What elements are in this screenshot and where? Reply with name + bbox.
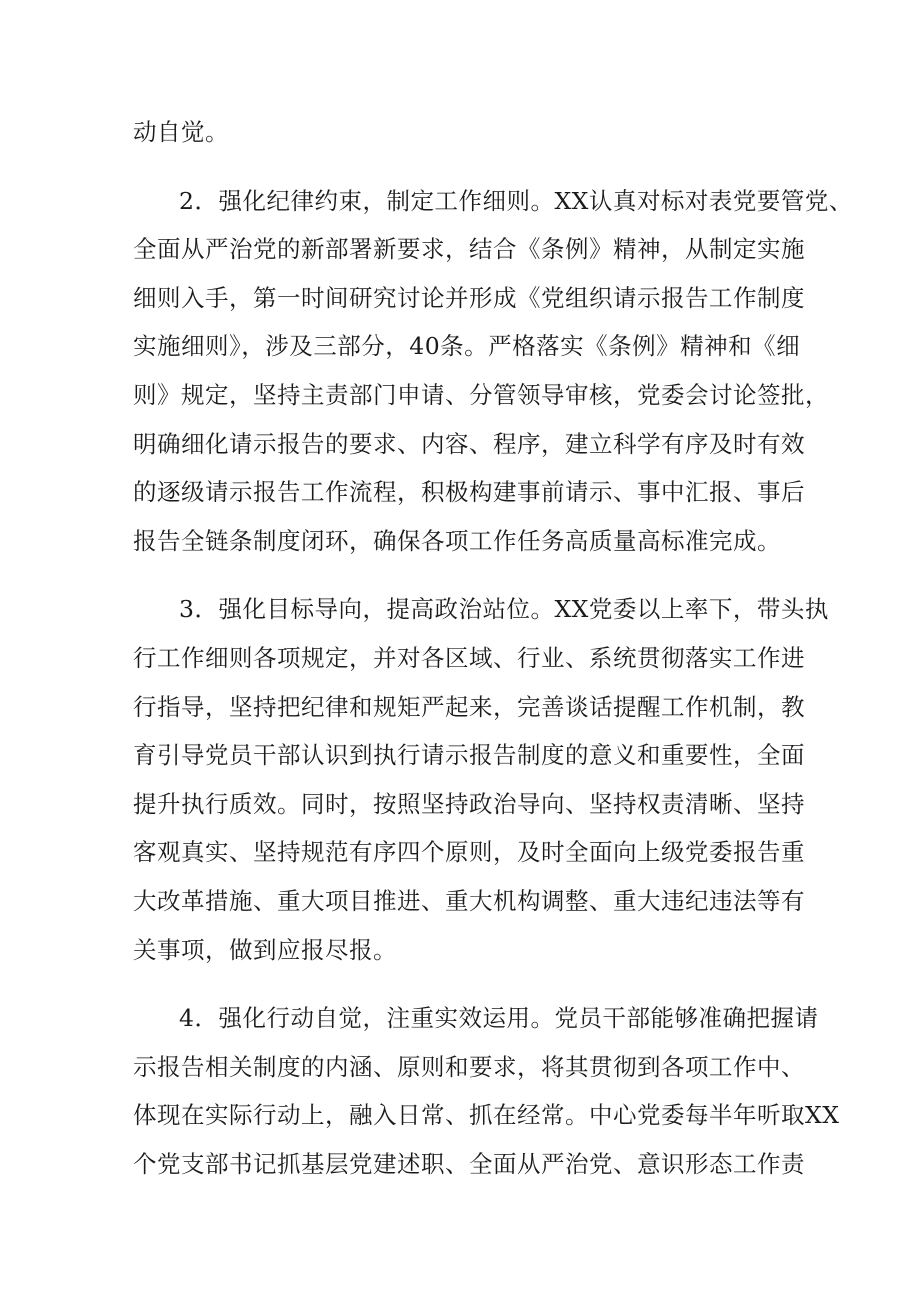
- text-line: 示报告相关制度的内涵、原则和要求，将其贯彻到各项工作中、: [133, 1052, 805, 1081]
- text-line: 体现在实际行动上，融入日常、抓在经常。中心党委每半年听取XX: [133, 1101, 840, 1130]
- text-line: 细则入手，第一时间研究讨论并形成《党组织请示报告工作制度: [133, 283, 805, 312]
- text-line: 报告全链条制度闭环，确保各项工作任务高质量高标准完成。: [133, 526, 781, 555]
- paragraph-4: [133, 994, 840, 1188]
- text-line: 大改革措施、重大项目推进、重大机构调整、重大违纪违法等有: [133, 886, 805, 915]
- document-page: [133, 108, 853, 1188]
- text-line: 提升执行质效。同时，按照坚持政治导向、坚持权责清晰、坚持: [133, 789, 805, 818]
- text-line: 明确细化请示报告的要求、内容、程序，建立科学有序及时有效: [133, 429, 805, 458]
- text-line: 实施细则》，涉及三部分，40条。严格落实《条例》精神和《细: [133, 332, 801, 361]
- text-line: 关事项，做到应报尽报。: [133, 935, 397, 964]
- text-line: 则》规定，坚持主责部门申请、分管领导审核，党委会讨论签批，: [133, 380, 829, 409]
- text-line: 全面从严治党的新部署新要求，结合《条例》精神，从制定实施: [133, 235, 805, 264]
- text-line: 的逐级请示报告工作流程，积极构建事前请示、事中汇报、事后: [133, 478, 805, 507]
- text-line: 育引导党员干部认识到执行请示报告制度的意义和重要性，全面: [133, 741, 805, 770]
- paragraph-1: [133, 108, 793, 157]
- text-line: 客观真实、坚持规范有序四个原则，及时全面向上级党委报告重: [133, 838, 805, 867]
- paragraph-2: [133, 177, 853, 566]
- text-line: 2．强化纪律约束，制定工作细则。XX认真对标对表党要管党、: [179, 186, 853, 215]
- text-line: 动自觉。: [133, 118, 229, 146]
- text-line: 行工作细则各项规定，并对各区域、行业、系统贯彻落实工作进: [133, 643, 805, 672]
- paragraph-3: [133, 585, 829, 974]
- text-line: 4．强化行动自觉，注重实效运用。党员干部能够准确把握请: [179, 1004, 819, 1033]
- text-line: 个党支部书记抓基层党建述职、全面从严治党、意识形态工作责: [133, 1149, 805, 1178]
- text-line: 行指导，坚持把纪律和规矩严起来，完善谈话提醒工作机制，教: [133, 692, 805, 721]
- text-line: 3．强化目标导向，提高政治站位。XX党委以上率下，带头执: [179, 595, 829, 624]
